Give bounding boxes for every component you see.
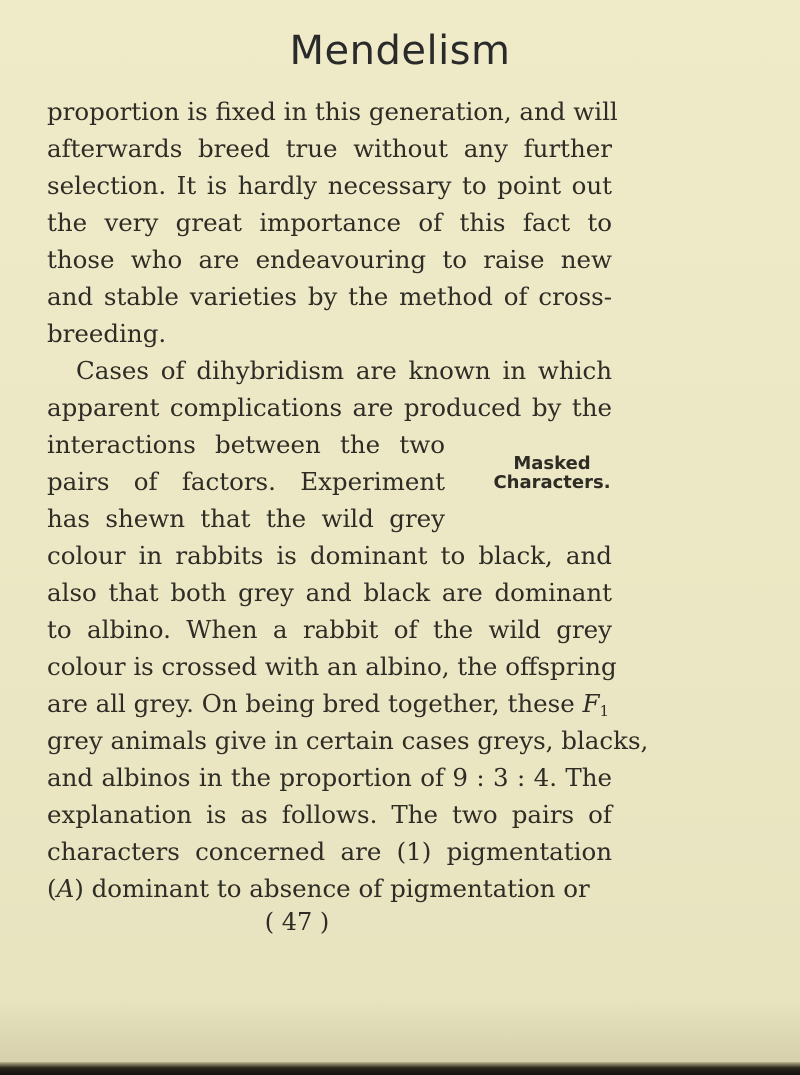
running-header: Mendelism [289, 28, 511, 74]
text-line: grey animals give in certain cases greys, blacks, [47, 726, 649, 755]
f1-symbol: F [582, 689, 600, 718]
text-line: colour in rabbits is dominant to black, and [47, 541, 612, 570]
text-line: apparent complications are produced by the [47, 393, 612, 422]
text-line: proportion is fixed in this generation, and will [47, 97, 618, 126]
text-line: to albino. When a rabbit of the wild grey [47, 615, 612, 644]
text-line: has shewn that the wild grey [47, 504, 445, 533]
text-line: Cases of dihybridism are known in which [76, 356, 612, 385]
text-line [47, 874, 612, 904]
a-symbol-close: ) [74, 874, 84, 903]
page-number: ( 47 ) [264, 908, 330, 936]
text-line: pairs of factors. Experiment [47, 467, 445, 496]
text-line: explanation is as follows. The two pairs of [47, 800, 612, 829]
text-line: afterwards breed true without any further [47, 134, 612, 163]
margin-note-line: Characters. [493, 472, 611, 493]
text-line [47, 689, 612, 726]
text-segment: are all grey. On being bred together, these [47, 689, 575, 718]
text-line: also that both grey and black are dominant [47, 578, 612, 607]
text-line: and albinos in the proportion of 9 : 3 : 4. The [47, 763, 612, 792]
margin-note [482, 454, 622, 492]
text-segment: dominant to absence of pigmentation or [91, 874, 590, 903]
margin-note-line: Masked [513, 453, 591, 474]
text-line: characters concerned are (1) pigmentation [47, 837, 612, 866]
a-symbol-open: ( [47, 874, 57, 903]
page-edge [0, 1062, 800, 1075]
f1-subscript: 1 [599, 702, 610, 720]
page-shadow [0, 1000, 800, 1062]
text-line: interactions between the two [47, 430, 445, 459]
text-line: colour is crossed with an albino, the offspring [47, 652, 617, 681]
text-line: selection. It is hardly necessary to point out [47, 171, 612, 200]
text-line: the very great importance of this fact to [47, 208, 612, 237]
text-line: those who are endeavouring to raise new [47, 245, 612, 274]
text-line: breeding. [47, 319, 167, 348]
a-symbol: A [56, 874, 75, 903]
text-line: and stable varieties by the method of cross- [47, 282, 612, 311]
